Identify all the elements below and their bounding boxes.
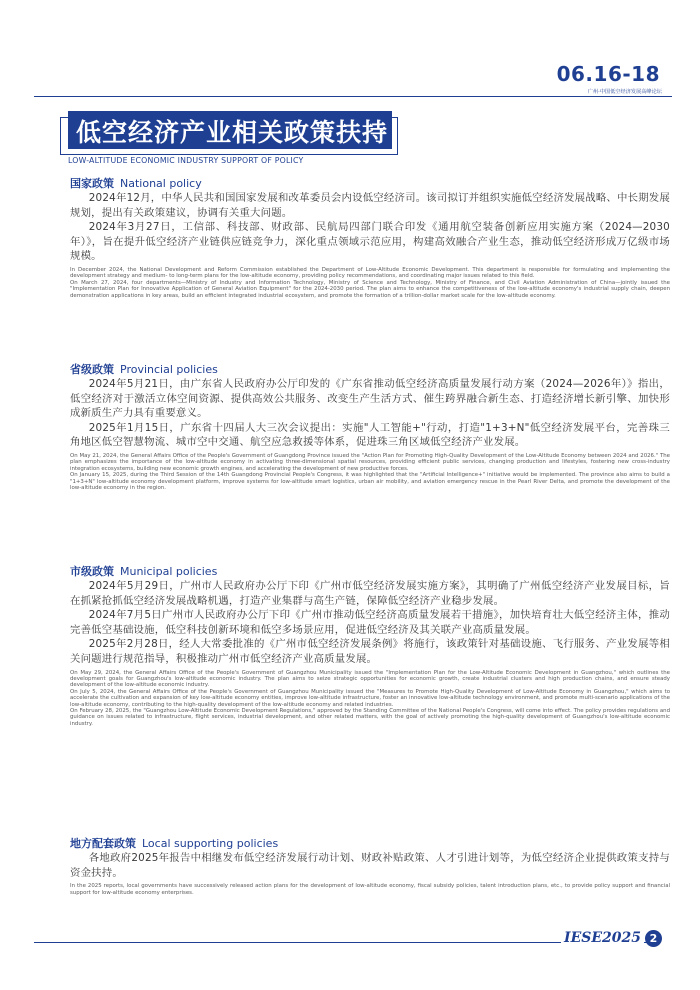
section-heading-cn: 国家政策 [70,177,114,190]
date-range: 06.16-18 [556,62,660,86]
page-number: 2 [645,930,662,947]
section-provincial [70,358,670,491]
paragraph-cn: 2024年3月27日，工信部、科技部、财政部、民航局四部门联合印发《通用航空装备创新应用实施方案（2024—2030年）》，旨在提升低空经济产业链供应链竞争力，深化重点领域示范应用，构建高效融合产业生态，推动低空经济形成万亿级市场规模。 [70,221,670,263]
header-divider [34,96,672,97]
footer-brand-logo: IESE2025 [561,930,644,946]
paragraph-en: In December 2024, the National Development and Reform Commission established the Department of Low-Altitude Economic Development. This department is responsible for formulating and implementing the development strategy and medium- to long-term plans for the low-altitude economy, providing policy recommendations, and coordinating major issues related to this field. [70,266,670,280]
page-title-en: LOW-ALTITUDE ECONOMIC INDUSTRY SUPPORT OF POLICY [68,156,304,165]
paragraph-cn: 2024年5月29日，广州市人民政府办公厅下印《广州市低空经济发展实施方案》，其明确了广州低空经济产业发展目标，旨在抓紧抢抓低空经济发展战略机遇，打造产业集群与高生产链，保障低空经济产业稳步发展。 [70,580,670,607]
paragraph-en: On March 27, 2024, four departments—Ministry of Industry and Information Technology, Ministry of Science and Technology, Ministry of Finance, and Civil Aviation Administration of China—jointly issued the "Implementation Plan for Innovative Application of General Aviation Equipment" for the 2024-2030 period. The plan aims to enhance the competitiveness of the low-altitude economy's industrial supply chain, deepen demonstration applications in key areas, build an efficient integrated industrial ecosystem, and promote the formation of a trillion-dollar market scale for the low-altitude economy. [70,279,670,299]
paragraph-en: On February 28, 2025, the "Guangzhou Low-Altitude Economic Development Regulations," approved by the Standing Committee of the National People's Congress, will come into effect. The policy provides regulations and guidance on issues related to infrastructure, flight services, industrial development, and other related matters, with the goal of actively promoting the high-quality development of Guangzhou's low-altitude economic industry. [70,708,670,727]
paragraph-cn: 2025年2月28日，经人大常委批准的《广州市低空经济发展条例》将施行，该政策针对基础设施、飞行服务、产业发展等相关问题进行规范指导，积极推动广州市低空经济产业高质量发展。 [70,638,670,665]
paragraph-en: On May 29, 2024, the General Affairs Office of the People's Government of Guangzhou Municipality issued the "Implementation Plan for the Low-Altitude Economic Development in Guangzhou," which outlines the development goals for Guangzhou's low-altitude economic industry. The plan aims to seize strategic opportunities for economic growth, create industrial clusters and high production chains, and ensure steady development of the low-altitude economic industry. [70,669,670,689]
footer-divider [34,942,650,943]
section-heading-cn: 地方配套政策 [70,837,136,850]
section-national [70,172,670,299]
section-heading-cn: 市级政策 [70,565,114,578]
paragraph-cn: 2025年1月15日，广东省十四届人大三次会议提出：实施"人工智能+"行动，打造"1+3+N"低空经济发展平台，完善珠三角地区低空智慧物流、城市空中交通、航空应急救援等体系，促进珠三角区域低空经济产业发展。 [70,421,670,449]
section-heading [70,358,670,377]
paragraph-en: On January 15, 2025, during the Third Session of the 14th Guangdong Provincial People's Congress, it was highlighted that the "Artificial Intelligence+" initiative would be implemented. The province also aims to build a "1+3+N" low-altitude economy development platform, improve systems for low-altitude smart logistics, urban air mobility, and aviation emergency rescue in the Pearl River Delta, and promote the development of the low-altitude economy in the region. [70,472,670,491]
section-heading [70,832,670,851]
section-heading-en: Local supporting policies [142,837,279,850]
section-heading-cn: 省级政策 [70,363,114,376]
header-subtitle: 广州·中国低空经济发展高峰论坛 [587,89,662,95]
section-heading-en: National policy [120,177,202,190]
paragraph-en: In the 2025 reports, local governments have successively released action plans for the development of low-altitude economy, fiscal subsidy policies, talent introduction plans, etc., to provide policy support and financial support for low-altitude economy enterprises. [70,883,670,896]
section-heading [70,560,670,579]
section-heading [70,172,670,191]
paragraph-cn: 2024年7月5日广州市人民政府办公厅下印《广州市推动低空经济高质量发展若干措施》，加快培育壮大低空经济主体，推动完善低空基础设施，低空科技创新环境和低空多场景应用，促进低空经济及其关联产业高质量发展。 [70,609,670,636]
section-heading-en: Provincial policies [120,363,218,376]
paragraph-cn: 2024年5月21日，由广东省人民政府办公厅印发的《广东省推动低空经济高质量发展行动方案（2024—2026年）》指出，低空经济对于激活立体空间资源、提供高效公共服务、改变生产生活方式、催生跨界融合新生态、打造经济增长新引擎、加快形成新质生产力具有重要意义。 [70,378,670,420]
section-heading-en: Municipal policies [120,565,218,578]
paragraph-en: On July 5, 2024, the General Affairs Office of the People's Government of Guangzhou Municipality issued the "Measures to Promote High-Quality Development of Low-Altitude Economy in Guangzhou," which aims to accelerate the cultivation and expansion of key low-altitude economy entities, improve low-altitude infrastructure, foster an innovative low-altitude technology environment, and promote multi-scenario applications of the low-altitude economy, contributing to the high-quality development of the low-altitude economy and related industries. [70,688,670,708]
page-title: 低空经济产业相关政策扶持 [76,118,389,147]
section-municipal [70,560,670,727]
section-local [70,832,670,896]
paragraph-cn: 2024年12月，中华人民共和国国家发展和改革委员会内设低空经济司。该司拟订并组织实施低空经济发展战略、中长期发展规划，提出有关政策建议，协调有关重大问题。 [70,192,670,219]
paragraph-en: On May 21, 2024, the General Affairs Office of the People's Government of Guangdong Province issued the "Action Plan for Promoting High-Quality Development of the Low-Altitude Economy between 2024 and 2026." The plan emphasizes the importance of the low-altitude economy in activating three-dimensional spatial resources, providing efficient public services, changing production and lifestyles, fostering new cross-industry integration ecosystems, building new economic growth engines, and accelerating the development of new productive forces. [70,452,670,472]
paragraph-cn: 各地政府2025年报告中相继发布低空经济发展行动计划、财政补贴政策、人才引进计划等，为低空经济企业提供政策支持与资金扶持。 [70,852,670,879]
